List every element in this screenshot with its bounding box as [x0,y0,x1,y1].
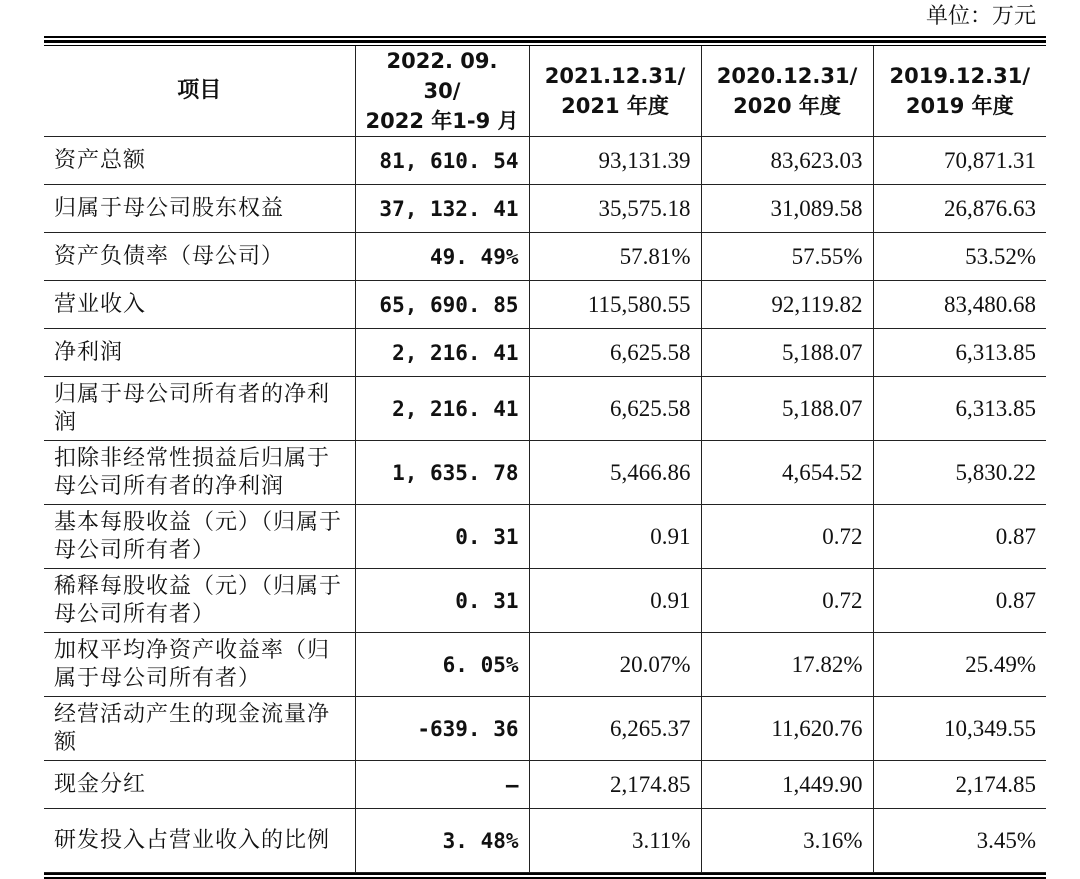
value-2022q3: 0. 31 [355,505,529,569]
table-row [44,329,1046,377]
value-cell: 83,480.68 [873,281,1046,329]
header-cell [529,44,701,137]
value-cell: 0.87 [873,569,1046,633]
row-label: 营业收入 [44,281,355,329]
value-cell: 57.55% [701,233,873,281]
row-label: 加权平均净资产收益率（归属于母公司所有者） [44,633,355,697]
table-header [44,44,1046,137]
value-2022q3: 49. 49% [355,233,529,281]
value-cell: 3.45% [873,809,1046,873]
value-cell: 83,623.03 [701,137,873,185]
value-2022q3: 2, 216. 41 [355,329,529,377]
value-2022q3: — [355,761,529,809]
unit-label: 单位：万元 [925,4,1036,29]
header-line-1: 项目 [177,78,222,103]
table-row [44,185,1046,233]
header-cell [873,44,1046,137]
table-row [44,377,1046,441]
value-cell: 57.81% [529,233,701,281]
value-cell: 5,830.22 [873,441,1046,505]
row-label: 基本每股收益（元）（归属于母公司所有者） [44,505,355,569]
row-label: 现金分红 [44,761,355,809]
table-row [44,809,1046,873]
value-cell: 35,575.18 [529,185,701,233]
value-cell: 2,174.85 [873,761,1046,809]
header-row [44,44,1046,137]
row-label: 稀释每股收益（元）（归属于母公司所有者） [44,569,355,633]
header-line-1: 2022. 09. 30/ [386,49,498,103]
row-label: 归属于母公司所有者的净利润 [44,377,355,441]
value-2022q3: 37, 132. 41 [355,185,529,233]
value-cell: 6,625.58 [529,329,701,377]
value-2022q3: 81, 610. 54 [355,137,529,185]
header-line-1: 2021.12.31/ [544,64,686,88]
value-2022q3: 2, 216. 41 [355,377,529,441]
table-row [44,441,1046,505]
header-line-2: 2020 年度 [733,94,841,118]
header-cell [701,44,873,137]
row-label: 经营活动产生的现金流量净额 [44,697,355,761]
table-top-rule [44,36,1046,38]
table-row [44,633,1046,697]
value-2022q3: 0. 31 [355,569,529,633]
value-cell: 6,313.85 [873,377,1046,441]
table-row [44,137,1046,185]
value-cell: 3.11% [529,809,701,873]
value-cell: 26,876.63 [873,185,1046,233]
row-label: 净利润 [44,329,355,377]
header-line-2: 2022 年1-9 月 [365,109,519,133]
row-label: 研发投入占营业收入的比例 [44,809,355,873]
value-cell: 6,625.58 [529,377,701,441]
value-cell: 17.82% [701,633,873,697]
header-cell [355,44,529,137]
header-cell [44,44,355,137]
value-cell: 31,089.58 [701,185,873,233]
value-cell: 0.72 [701,505,873,569]
value-cell: 0.72 [701,569,873,633]
value-cell: 20.07% [529,633,701,697]
value-cell: 6,313.85 [873,329,1046,377]
value-2022q3: 6. 05% [355,633,529,697]
value-cell: 5,188.07 [701,329,873,377]
value-cell: 5,188.07 [701,377,873,441]
header-line-2: 2021 年度 [561,94,669,118]
value-cell: 6,265.37 [529,697,701,761]
table-row [44,233,1046,281]
row-label: 资产负债率（母公司） [44,233,355,281]
row-label: 扣除非经常性损益后归属于母公司所有者的净利润 [44,441,355,505]
value-2022q3: 1, 635. 78 [355,441,529,505]
value-cell: 5,466.86 [529,441,701,505]
value-cell: 11,620.76 [701,697,873,761]
value-2022q3: -639. 36 [355,697,529,761]
table-row [44,281,1046,329]
table-top-rule-inner [44,40,1046,42]
value-cell: 93,131.39 [529,137,701,185]
value-cell: 4,654.52 [701,441,873,505]
table-bottom-rule [44,873,1046,875]
value-cell: 0.87 [873,505,1046,569]
header-line-1: 2019.12.31/ [889,64,1031,88]
value-cell: 53.52% [873,233,1046,281]
value-cell: 92,119.82 [701,281,873,329]
header-line-1: 2020.12.31/ [716,64,858,88]
table-row [44,505,1046,569]
value-cell: 2,174.85 [529,761,701,809]
value-cell: 115,580.55 [529,281,701,329]
value-2022q3: 3. 48% [355,809,529,873]
value-cell: 1,449.90 [701,761,873,809]
value-cell: 0.91 [529,569,701,633]
row-label: 资产总额 [44,137,355,185]
value-2022q3: 65, 690. 85 [355,281,529,329]
value-cell: 0.91 [529,505,701,569]
table-row [44,761,1046,809]
table-body [44,137,1046,873]
value-cell: 10,349.55 [873,697,1046,761]
financial-table-wrapper [44,36,1046,873]
header-line-2: 2019 年度 [905,94,1014,118]
value-cell: 3.16% [701,809,873,873]
table-row [44,569,1046,633]
value-cell: 25.49% [873,633,1046,697]
table-row [44,697,1046,761]
value-cell: 70,871.31 [873,137,1046,185]
financial-summary-table [44,42,1046,873]
row-label: 归属于母公司股东权益 [44,185,355,233]
